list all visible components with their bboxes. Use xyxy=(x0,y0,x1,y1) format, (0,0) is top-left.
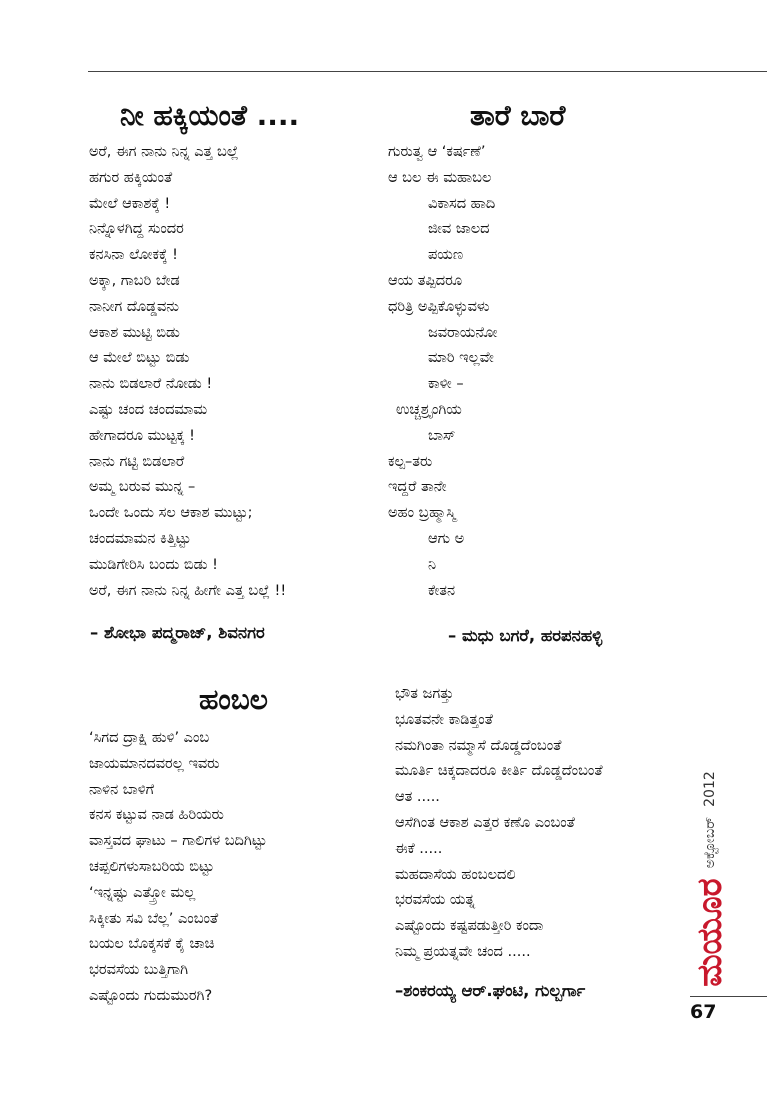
poem-line: ಮುಡಿಗೇರಿಸಿ ಬಂದು ಬಿಡು ! xyxy=(89,556,218,573)
poem-line: ಧರಿತ್ರಿ ಅಪ್ಪಿಕೊಳ್ಳುವಳು xyxy=(388,298,490,315)
poem-line: ಒಂದೇ ಒಂದು ಸಲ ಆಕಾಶ ಮುಟ್ಟು; xyxy=(89,505,253,522)
poem-line: ಅಕ್ಕಾ, ಗಾಬರಿ ಬೇಡ xyxy=(89,272,180,289)
magazine-masthead xyxy=(680,770,740,988)
poem-line: ಭರವಸೆಯ ಬುತ್ತಿಗಾಗಿ xyxy=(89,962,189,979)
poem-line: ಅರೆ, ಈಗ ನಾನು ನಿನ್ನ ಎತ್ತ ಬಲ್ಲೆ xyxy=(89,144,239,160)
poem-line: ಮಹದಾಸೆಯ ಹಂಬಲದಲಿ xyxy=(395,866,516,883)
poem-line: ಜವರಾಯನೋ xyxy=(428,324,498,341)
poem-line: ಚಪ್ಪಲಿಗಳುಸಾಬರಿಯ ಬಿಟ್ಟು xyxy=(89,858,215,875)
poem-line: ಕಲ್ಪ–ತರು xyxy=(388,453,433,470)
poem-title-nee-hakkiyanthe: ನೀ ಹಕ್ಕಿಯಂತೆ .... xyxy=(120,99,300,132)
poem-line: ಭರವಸೆಯ ಯತ್ನ xyxy=(395,892,476,909)
poem-author-shankarayya: –ಶಂಕರಯ್ಯ ಆರ್.ಘಂಟಿ, ಗುಲ್ಬರ್ಗಾ xyxy=(395,981,586,1000)
poem-line: ಕಾಳೀ – xyxy=(428,376,464,393)
poem-lines-nee-hakkiyanthe xyxy=(89,140,286,604)
poem-line: ಅಹಂ ಬ್ರಹ್ಮಾಸ್ಮಿ xyxy=(388,505,456,522)
poem-line: ವಿಕಾಸದ ಹಾದಿ xyxy=(428,195,496,212)
poem-line: ಅಮ್ಮ ಬರುವ ಮುನ್ನ – xyxy=(89,479,196,496)
top-rule xyxy=(88,71,767,72)
poem-line: ಈಕೆ ..... xyxy=(395,840,443,857)
poem-line: ಗುರುತ್ವ ಆ ‘ಕರ್ಷಣೆ’ xyxy=(388,144,486,160)
poem-line: ಆಸೆಗಿಂತ ಆಕಾಶ ಎತ್ತರ ಕಣೊ ಎಂಬಂತೆ xyxy=(395,814,575,831)
poem-line: ಆಕಾಶ ಮುಟ್ಟಿ ಬಿಡು xyxy=(89,324,180,341)
poem-line: ಎಷ್ಟೊಂದು ಕಷ್ಟಪಡುತ್ತೀರಿ ಕಂದಾ xyxy=(395,918,544,935)
page-number: 67 xyxy=(690,1001,717,1023)
poem-lines-hambala-continued xyxy=(395,682,603,966)
poem-line: ಕನಸಿನಾ ಲೋಕಕ್ಕೆ ! xyxy=(89,247,178,264)
poem-line: ಆತ ..... xyxy=(395,789,440,806)
poem-line: ಅರೆ, ಈಗ ನಾನು ನಿನ್ನ ಹೀಗೇ ಎತ್ತ ಬಲ್ಲೆ !! xyxy=(89,582,287,599)
poem-lines-taare-baare xyxy=(388,140,497,604)
poem-line: ವಾಸ್ತವದ ಘಾಟು – ಗಾಲಿಗಳ ಬದಿಗಿಟ್ಟು xyxy=(89,833,267,850)
poem-line: ಆಯ ತಪ್ಪಿದರೂ xyxy=(388,272,463,289)
poem-line: ಜಾಯಮಾನದವರಲ್ಲ ಇವರು xyxy=(89,755,220,772)
poem-title-hambala: ಹಂಬಲ xyxy=(199,683,268,716)
poem-line: ‘ಸಿಗದ ದ್ರಾಕ್ಷಿ ಹುಳಿ’ ಎಂಬ xyxy=(89,730,210,746)
poem-line: ನಾನೀಗ ದೊಡ್ಡವನು xyxy=(89,298,179,315)
poem-line: ಆ ಬಲ ಈ ಮಹಾಬಲ xyxy=(388,169,492,186)
poem-line: ಸಿಕ್ಕೀತು ಸವಿ ಬೆಲ್ಲ’ ಎಂಬಂತೆ xyxy=(89,910,219,927)
poem-line: ನಾನು ಗಟ್ಟಿ ಬಿಡಲಾರೆ xyxy=(89,453,185,470)
poem-line: ಇದ್ದರೆ ತಾನೇ xyxy=(388,479,447,496)
poem-line: ಮೇಲೆ ಆಕಾಶಕ್ಕೆ ! xyxy=(89,195,171,212)
poem-line: ಬಾಸ್ xyxy=(428,427,456,444)
poem-lines-hambala xyxy=(89,726,267,1010)
poem-line: ನಾನು ಬಿಡಲಾರೆ ನೋಡು ! xyxy=(89,376,213,393)
issue-month: ಅಕ್ಟೋಬರ್ xyxy=(702,816,718,869)
poem-line: ನಾಳಿನ ಬಾಳಿಗೆ xyxy=(89,781,155,798)
poem-line: ಮೂರ್ತಿ ಚಿಕ್ಕದಾದರೂ ಕೀರ್ತಿ ದೊಡ್ಡದೆಂಬಂತೆ xyxy=(395,763,603,780)
poem-line: ಮಾರಿ ಇಲ್ಲವೇ xyxy=(428,350,494,367)
poem-line: ಆ ಮೇಲೆ ಬಿಟ್ಟು ಬಿಡು xyxy=(89,350,190,367)
poem-line: ನಿ xyxy=(428,556,437,573)
poem-line: ನಿನ್ನೊಳಗಿದ್ದ ಸುಂದರ xyxy=(89,221,184,238)
poem-line: ಪಯಣ xyxy=(428,247,464,264)
poem-line: ಜೀವ ಜಾಲದ xyxy=(428,221,490,238)
poem-author-shobha: – ಶೋಭಾ ಪದ್ಮರಾಜ್, ಶಿವನಗರ xyxy=(90,623,265,642)
poem-line: ಎಷ್ಟೊಂದು ಗುದುಮುರಗಿ? xyxy=(89,987,213,1004)
poem-line: ಬಯಲ ಬೊಕ್ಕಸಕೆ ಕೈ ಚಾಚಿ xyxy=(89,936,215,953)
poem-line: ನಮಗಿಂತಾ ನಮ್ಮಾಸೆ ದೊಡ್ಡದೆಂಬಂತೆ xyxy=(395,737,562,754)
poem-line: ಹಗುರ ಹಕ್ಕಿಯಂತೆ xyxy=(89,169,173,186)
poem-line: ಚಂದಮಾಮನ ಕಿತ್ತಿಟ್ಟು xyxy=(89,530,191,547)
poem-line: ‘ಇನ್ನಷ್ಟು ಎತ್ತ್ರೋ ಮಲ್ಲ xyxy=(89,884,196,901)
poem-author-madhu: – ಮಧು ಬಗರೆ, ಹರಪನಹಳ್ಳಿ xyxy=(448,626,603,645)
magazine-name: ಮಯೂರ xyxy=(690,878,730,987)
poem-line: ಉಚ್ಚಶ್ರೃಂಗಿಯ xyxy=(396,401,462,418)
poem-line: ಹೇಗಾದರೂ ಮುಟ್ಟಕ್ಕ ! xyxy=(89,427,195,444)
page-number-rule xyxy=(690,996,767,997)
poem-line: ಎಷ್ಟು ಚಂದ ಚಂದಮಾಮ xyxy=(89,401,208,418)
poem-line: ನಿಮ್ಮ ಪ್ರಯತ್ನವೇ ಚಂದ ..... xyxy=(395,943,531,960)
poem-line: ಕನಸ ಕಟ್ಟುವ ನಾಡ ಹಿರಿಯರು xyxy=(89,807,224,824)
poem-line: ಭೌತ ಜಗತ್ತು xyxy=(395,686,454,702)
issue-year: 2012 xyxy=(702,771,718,807)
poem-line: ಭೂತವನೇ ಕಾಡಿತ್ತಂತೆ xyxy=(395,711,493,728)
poem-line: ಆಗು ಅ xyxy=(428,530,465,547)
poem-line: ಕೇತನ xyxy=(428,582,456,599)
poem-title-taare-baare: ತಾರೆ ಬಾರೆ xyxy=(470,99,566,132)
